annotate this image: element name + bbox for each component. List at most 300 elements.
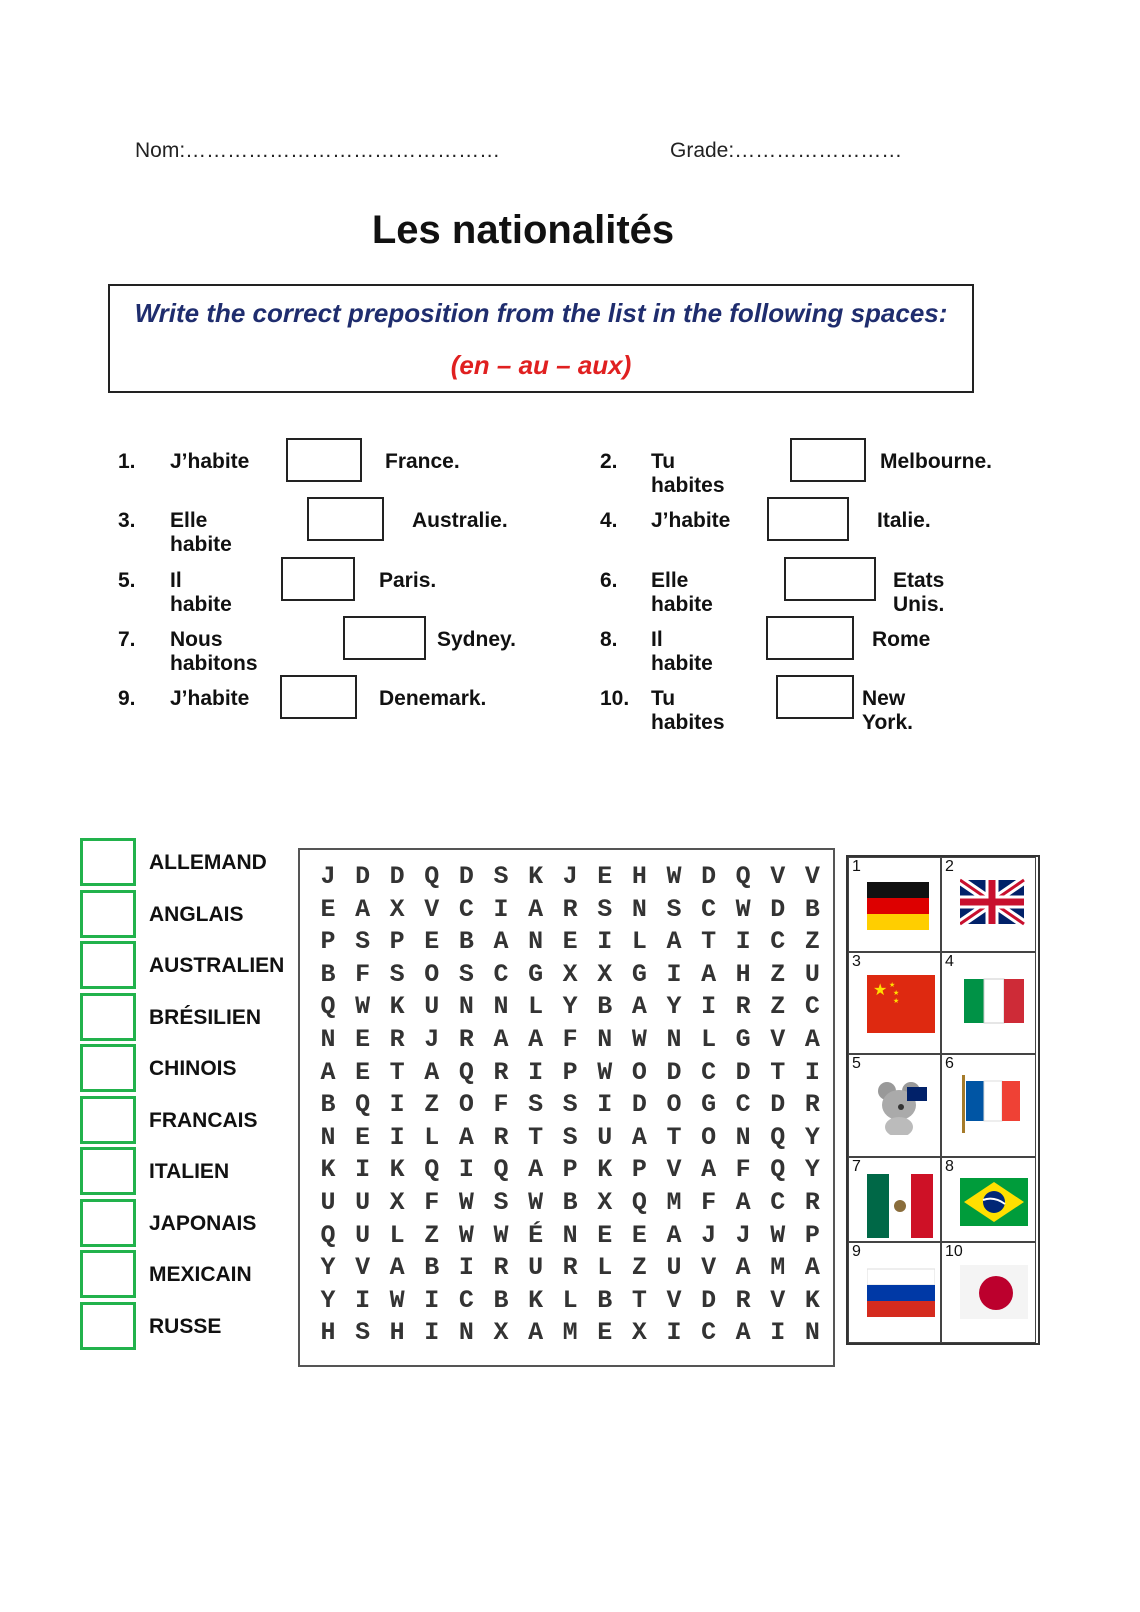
grid-letter[interactable]: D xyxy=(770,1090,786,1120)
grid-letter[interactable]: V xyxy=(666,1155,682,1185)
grid-letter[interactable]: R xyxy=(562,1253,578,1283)
grid-letter[interactable]: E xyxy=(597,862,613,891)
flag-number: 8 xyxy=(945,1158,954,1175)
grid-letter[interactable]: V xyxy=(770,862,786,891)
word-list-item: MEXICAIN xyxy=(149,1263,252,1286)
grid-letter[interactable]: T xyxy=(770,1057,786,1087)
grid-letter[interactable]: Q xyxy=(493,1155,509,1185)
grid-letter[interactable]: C xyxy=(770,1188,786,1217)
grid-letter[interactable]: F xyxy=(701,1188,717,1217)
word-checkbox[interactable] xyxy=(80,1250,136,1298)
grid-letter[interactable]: F xyxy=(562,1025,578,1054)
exercise-subject: Elle habite xyxy=(170,509,232,556)
grid-letter[interactable]: H xyxy=(631,862,647,891)
answer-box[interactable] xyxy=(307,497,384,541)
grid-letter[interactable]: D xyxy=(666,1057,682,1087)
grid-letter[interactable]: I xyxy=(666,959,682,989)
grid-letter[interactable]: A xyxy=(735,1188,751,1217)
grid-letter[interactable]: W xyxy=(528,1188,544,1217)
grid-letter[interactable]: F xyxy=(424,1188,440,1217)
china-flag-icon xyxy=(867,969,935,1033)
grid-letter[interactable]: U xyxy=(804,959,820,989)
grid-letter[interactable]: B xyxy=(597,1285,613,1315)
grid-letter[interactable]: D xyxy=(735,1057,751,1087)
grid-letter[interactable]: J xyxy=(562,862,578,891)
grid-letter[interactable]: R xyxy=(562,894,578,924)
grid-letter[interactable]: E xyxy=(355,1057,371,1087)
grid-letter[interactable]: K xyxy=(528,1285,544,1315)
grid-letter[interactable]: I xyxy=(389,1090,405,1120)
grid-letter[interactable]: J xyxy=(320,862,336,891)
grid-letter[interactable]: K xyxy=(804,1285,820,1315)
exercise-place: Etats Unis. xyxy=(893,569,945,616)
grid-letter[interactable]: R xyxy=(804,1188,820,1217)
grid-letter[interactable]: U xyxy=(528,1253,544,1283)
exercise-number: 7. xyxy=(118,628,136,651)
grid-letter[interactable]: S xyxy=(355,1318,371,1348)
svg-text:★: ★ xyxy=(889,982,896,989)
grid-letter[interactable]: S xyxy=(597,894,613,924)
exercise-number: 4. xyxy=(600,509,618,532)
exercise-subject: Elle habite xyxy=(651,569,713,616)
grid-letter[interactable]: U xyxy=(597,1122,613,1152)
flag-cell xyxy=(941,952,1036,1054)
grid-letter[interactable]: G xyxy=(631,959,647,989)
grid-letter[interactable]: W xyxy=(631,1025,647,1054)
grid-letter[interactable]: L xyxy=(528,992,544,1022)
grid-letter[interactable]: A xyxy=(701,1155,717,1185)
grid-letter[interactable]: A xyxy=(389,1253,405,1283)
grid-letter[interactable]: E xyxy=(597,1220,613,1250)
grid-letter[interactable]: I xyxy=(493,894,509,924)
word-checkbox[interactable] xyxy=(80,1147,136,1195)
grid-letter[interactable]: H xyxy=(320,1318,336,1348)
grid-letter[interactable]: I xyxy=(597,927,613,957)
grid-letter[interactable]: Z xyxy=(770,992,786,1022)
grid-letter[interactable]: V xyxy=(424,894,440,924)
grid-letter[interactable]: Q xyxy=(424,1155,440,1185)
grid-letter[interactable]: Y xyxy=(804,1155,820,1185)
svg-text:★: ★ xyxy=(893,998,900,1005)
grid-letter[interactable]: W xyxy=(666,862,682,891)
grid-letter[interactable]: A xyxy=(355,894,371,924)
grid-letter[interactable]: J xyxy=(424,1025,440,1054)
exercise-subject: Tu habites xyxy=(651,450,725,497)
grid-letter[interactable]: A xyxy=(631,1122,647,1152)
grid-letter[interactable]: I xyxy=(355,1285,371,1315)
grid-letter[interactable]: E xyxy=(562,927,578,957)
exercise-place: Denemark. xyxy=(379,687,487,710)
grid-letter[interactable]: Z xyxy=(804,927,820,957)
grid-letter[interactable]: Q xyxy=(355,1090,371,1120)
word-list-item: ALLEMAND xyxy=(149,851,267,874)
word-checkbox[interactable] xyxy=(80,1096,136,1144)
grid-letter[interactable]: T xyxy=(528,1122,544,1152)
grid-letter[interactable]: A xyxy=(528,894,544,924)
grid-letter[interactable]: W xyxy=(735,894,751,924)
grid-letter[interactable]: A xyxy=(528,1155,544,1185)
grid-letter[interactable]: N xyxy=(458,1318,474,1348)
exercise-subject: J’habite xyxy=(170,687,250,710)
grid-letter[interactable]: E xyxy=(424,927,440,957)
exercise-number: 1. xyxy=(118,450,136,473)
grid-letter[interactable]: A xyxy=(528,1025,544,1054)
grid-letter[interactable]: I xyxy=(701,992,717,1022)
grid-letter[interactable]: J xyxy=(735,1220,751,1250)
grid-letter[interactable]: E xyxy=(355,1122,371,1152)
grid-letter[interactable]: A xyxy=(666,1220,682,1250)
germany-flag-icon xyxy=(867,874,935,938)
answer-box[interactable] xyxy=(776,675,854,719)
word-checkbox[interactable] xyxy=(80,1199,136,1247)
grid-letter[interactable]: B xyxy=(458,927,474,957)
word-checkbox[interactable] xyxy=(80,1302,136,1350)
grid-letter[interactable]: M xyxy=(770,1253,786,1283)
grid-letter[interactable]: A xyxy=(804,1253,820,1283)
word-list-item: CHINOIS xyxy=(149,1057,237,1080)
instructions-box xyxy=(108,284,974,393)
grid-letter[interactable]: I xyxy=(666,1318,682,1348)
grid-letter[interactable]: S xyxy=(355,927,371,957)
grid-letter[interactable]: L xyxy=(597,1253,613,1283)
grid-letter[interactable]: U xyxy=(355,1188,371,1217)
grid-letter[interactable]: Y xyxy=(320,1285,336,1315)
grid-letter[interactable]: S xyxy=(458,959,474,989)
grid-letter[interactable]: C xyxy=(770,927,786,957)
grid-letter[interactable]: V xyxy=(770,1285,786,1315)
grid-letter[interactable]: A xyxy=(424,1057,440,1087)
grid-letter[interactable]: I xyxy=(389,1122,405,1152)
grid-letter[interactable]: D xyxy=(355,862,371,891)
answer-box[interactable] xyxy=(281,557,355,601)
grid-letter[interactable]: B xyxy=(493,1285,509,1315)
grid-letter[interactable]: I xyxy=(355,1155,371,1185)
grid-letter[interactable]: A xyxy=(631,992,647,1022)
grid-letter[interactable]: S xyxy=(528,1090,544,1120)
grid-letter[interactable]: W xyxy=(597,1057,613,1087)
grid-letter[interactable]: W xyxy=(355,992,371,1022)
grade-field[interactable]: Grade:…………………… xyxy=(670,139,903,162)
svg-text:★: ★ xyxy=(893,990,900,997)
word-list-item: JAPONAIS xyxy=(149,1211,257,1235)
grid-letter[interactable]: Z xyxy=(424,1220,440,1250)
grid-letter[interactable]: L xyxy=(701,1025,717,1054)
flag-cell xyxy=(941,1157,1036,1242)
grid-letter[interactable]: A xyxy=(666,927,682,957)
grid-letter[interactable]: A xyxy=(493,927,509,957)
grid-letter[interactable]: I xyxy=(528,1057,544,1087)
grid-letter[interactable]: B xyxy=(804,894,820,924)
grid-letter[interactable]: Q xyxy=(424,862,440,891)
united-kingdom-flag-icon xyxy=(960,874,1028,938)
grid-letter[interactable]: Z xyxy=(770,959,786,989)
answer-box[interactable] xyxy=(790,438,866,482)
word-list-item: BRÉSILIEN xyxy=(149,1005,262,1029)
word-list-item: ITALIEN xyxy=(149,1160,230,1183)
grid-letter[interactable]: A xyxy=(735,1318,751,1348)
name-field[interactable]: Nom:……………………………………… xyxy=(135,139,501,162)
flag-cell xyxy=(941,857,1036,952)
grid-letter[interactable]: N xyxy=(493,992,509,1022)
grid-letter[interactable]: G xyxy=(528,959,544,989)
grid-letter[interactable]: L xyxy=(562,1285,578,1315)
grid-letter[interactable]: X xyxy=(597,1188,613,1217)
grid-letter[interactable]: E xyxy=(597,1318,613,1348)
grid-letter[interactable]: F xyxy=(735,1155,751,1185)
grid-letter[interactable]: X xyxy=(597,959,613,989)
grid-letter[interactable]: V xyxy=(701,1253,717,1283)
grid-letter[interactable]: C xyxy=(701,894,717,924)
grid-letter[interactable]: B xyxy=(562,1188,578,1217)
grid-letter[interactable]: C xyxy=(804,992,820,1022)
grid-letter[interactable]: W xyxy=(770,1220,786,1250)
grid-letter[interactable]: C xyxy=(701,1318,717,1348)
grid-letter[interactable]: T xyxy=(701,927,717,957)
flag-cell xyxy=(848,1157,941,1242)
mexico-flag-icon xyxy=(867,1174,935,1238)
exercise-subject: Il habite xyxy=(170,569,232,616)
grid-letter[interactable]: M xyxy=(562,1318,578,1348)
answer-box[interactable] xyxy=(767,497,849,541)
instructions-text: Write the correct preposition from the list in the following spaces: xyxy=(134,298,948,328)
answer-box[interactable] xyxy=(343,616,426,660)
exercise-place: Melbourne. xyxy=(880,450,993,473)
grid-letter[interactable]: U xyxy=(320,1188,336,1217)
grid-letter[interactable]: T xyxy=(666,1122,682,1152)
grid-letter[interactable]: O xyxy=(631,1057,647,1087)
word-checkbox[interactable] xyxy=(80,941,136,989)
grid-letter[interactable]: I xyxy=(597,1090,613,1120)
grid-letter[interactable]: K xyxy=(389,1155,405,1185)
grid-letter[interactable]: S xyxy=(389,959,405,989)
grid-letter[interactable]: D xyxy=(770,894,786,924)
grid-letter[interactable]: S xyxy=(493,862,509,891)
grid-letter[interactable]: I xyxy=(735,927,751,957)
grid-letter[interactable]: P xyxy=(631,1155,647,1185)
word-checkbox[interactable] xyxy=(80,838,136,886)
word-checkbox[interactable] xyxy=(80,993,136,1041)
grid-letter[interactable]: W xyxy=(493,1220,509,1250)
grid-letter[interactable]: N xyxy=(631,894,647,924)
grid-letter[interactable]: Z xyxy=(424,1090,440,1120)
grid-letter[interactable]: P xyxy=(562,1155,578,1185)
exercise-place: France. xyxy=(385,450,460,473)
word-list-item: FRANCAIS xyxy=(149,1108,258,1132)
grid-letter[interactable]: U xyxy=(666,1253,682,1283)
grid-letter[interactable]: R xyxy=(493,1253,509,1283)
grid-letter[interactable]: Q xyxy=(735,862,751,891)
grid-letter[interactable]: Q xyxy=(631,1188,647,1217)
grid-letter[interactable]: A xyxy=(804,1025,820,1054)
italy-flag-icon xyxy=(960,969,1028,1033)
grid-letter[interactable]: N xyxy=(666,1025,682,1054)
grid-letter[interactable]: N xyxy=(320,1025,336,1054)
exercise-number: 8. xyxy=(600,628,618,651)
grid-letter[interactable]: V xyxy=(804,862,820,891)
grid-letter[interactable]: R xyxy=(804,1090,820,1120)
grid-letter[interactable]: D xyxy=(458,862,474,891)
exercise-subject: Nous habitons xyxy=(170,628,258,675)
answer-box[interactable] xyxy=(766,616,854,660)
answer-box[interactable] xyxy=(286,438,362,482)
grid-letter[interactable]: C xyxy=(701,1057,717,1087)
grid-letter[interactable]: Y xyxy=(320,1253,336,1283)
grid-letter[interactable]: A xyxy=(528,1318,544,1348)
grid-letter[interactable]: A xyxy=(735,1253,751,1283)
grid-letter[interactable]: R xyxy=(735,1285,751,1315)
exercise-number: 6. xyxy=(600,569,618,592)
grid-letter[interactable]: I xyxy=(770,1318,786,1348)
grid-letter[interactable]: M xyxy=(666,1188,682,1217)
answer-box[interactable] xyxy=(784,557,876,601)
grid-letter[interactable]: A xyxy=(701,959,717,989)
grid-letter[interactable]: W xyxy=(458,1188,474,1217)
grid-letter[interactable]: O xyxy=(701,1122,717,1152)
word-list-item: ANGLAIS xyxy=(149,902,244,926)
grid-letter[interactable]: K xyxy=(320,1155,336,1185)
grid-letter[interactable]: X xyxy=(562,959,578,989)
grid-letter[interactable]: É xyxy=(528,1220,544,1250)
grid-letter[interactable]: C xyxy=(458,1285,474,1315)
russia-flag-icon xyxy=(867,1259,935,1323)
grid-letter[interactable]: N xyxy=(528,927,544,957)
grid-letter[interactable]: W xyxy=(389,1285,405,1315)
grid-letter[interactable]: N xyxy=(735,1122,751,1152)
grid-letter[interactable]: B xyxy=(424,1253,440,1283)
grid-letter[interactable]: D xyxy=(701,862,717,891)
flag-cell xyxy=(941,1242,1036,1343)
grid-letter[interactable]: B xyxy=(597,992,613,1022)
grid-letter[interactable]: R xyxy=(493,1122,509,1152)
grid-letter[interactable]: N xyxy=(562,1220,578,1250)
grid-letter[interactable]: T xyxy=(389,1057,405,1087)
word-checkbox[interactable] xyxy=(80,1044,136,1092)
grid-letter[interactable]: K xyxy=(597,1155,613,1185)
grid-letter[interactable]: B xyxy=(320,1090,336,1120)
grid-letter[interactable]: D xyxy=(389,862,405,891)
answer-box[interactable] xyxy=(280,675,357,719)
grid-letter[interactable]: P xyxy=(804,1220,820,1250)
grid-letter[interactable]: F xyxy=(355,959,371,989)
grid-letter[interactable]: N xyxy=(320,1122,336,1152)
grid-letter[interactable]: K xyxy=(528,862,544,891)
flag-number: 9 xyxy=(852,1243,861,1260)
australia-koala-flag-icon xyxy=(867,1071,935,1135)
grid-letter[interactable]: I xyxy=(424,1285,440,1315)
grid-letter[interactable]: I xyxy=(458,1253,474,1283)
word-list-item: RUSSE xyxy=(149,1314,222,1338)
exercise-number: 3. xyxy=(118,509,136,532)
grid-letter[interactable]: A xyxy=(493,1025,509,1054)
grid-letter[interactable]: R xyxy=(389,1025,405,1054)
grid-letter[interactable]: N xyxy=(597,1025,613,1054)
grid-letter[interactable]: N xyxy=(804,1318,820,1348)
grid-letter[interactable]: W xyxy=(458,1220,474,1250)
grid-letter[interactable]: G xyxy=(701,1090,717,1120)
grid-letter[interactable]: C xyxy=(493,959,509,989)
grid-letter[interactable]: F xyxy=(493,1090,509,1120)
grid-letter[interactable]: Y xyxy=(562,992,578,1022)
grid-letter[interactable]: H xyxy=(735,959,751,989)
grid-letter[interactable]: S xyxy=(493,1188,509,1217)
grid-letter[interactable]: P xyxy=(320,927,336,957)
grid-letter[interactable]: O xyxy=(458,1090,474,1120)
grid-letter[interactable]: H xyxy=(389,1318,405,1348)
grid-letter[interactable]: A xyxy=(320,1057,336,1087)
grid-letter[interactable]: L xyxy=(424,1122,440,1152)
grid-letter[interactable]: P xyxy=(389,927,405,957)
grid-letter[interactable]: U xyxy=(424,992,440,1022)
flag-number: 2 xyxy=(945,858,954,875)
grid-letter[interactable]: S xyxy=(666,894,682,924)
grid-letter[interactable]: Z xyxy=(631,1253,647,1283)
grid-letter[interactable]: Q xyxy=(320,992,336,1022)
grid-letter[interactable]: L xyxy=(389,1220,405,1250)
grid-letter[interactable]: N xyxy=(458,992,474,1022)
grid-letter[interactable]: X xyxy=(389,1188,405,1217)
preposition-options: (en – au – aux) xyxy=(450,350,632,380)
grid-letter[interactable]: C xyxy=(458,894,474,924)
flag-cell xyxy=(848,952,941,1054)
grid-letter[interactable]: U xyxy=(355,1220,371,1250)
grid-letter[interactable]: X xyxy=(493,1318,509,1348)
grid-letter[interactable]: Q xyxy=(320,1220,336,1250)
grid-letter[interactable]: S xyxy=(562,1122,578,1152)
grid-letter[interactable]: V xyxy=(666,1285,682,1315)
grid-letter[interactable]: C xyxy=(735,1090,751,1120)
grid-letter[interactable]: O xyxy=(424,959,440,989)
grid-letter[interactable]: Y xyxy=(666,992,682,1022)
grid-letter[interactable]: Q xyxy=(770,1122,786,1152)
grid-letter[interactable]: S xyxy=(562,1090,578,1120)
word-checkbox[interactable] xyxy=(80,890,136,938)
grid-letter[interactable]: R xyxy=(493,1057,509,1087)
exercise-subject: J’habite xyxy=(651,509,731,532)
grid-letter[interactable]: I xyxy=(804,1057,820,1087)
grid-letter[interactable]: V xyxy=(355,1253,371,1283)
grid-letter[interactable]: X xyxy=(389,894,405,924)
grid-letter[interactable]: Q xyxy=(458,1057,474,1087)
grid-letter[interactable]: R xyxy=(735,992,751,1022)
grid-letter[interactable]: E xyxy=(320,894,336,924)
flag-cell xyxy=(848,1242,941,1343)
grid-letter[interactable]: B xyxy=(320,959,336,989)
grid-letter[interactable]: E xyxy=(355,1025,371,1054)
france-flag-icon xyxy=(960,1071,1028,1135)
grid-letter[interactable]: J xyxy=(701,1220,717,1250)
grid-letter[interactable]: A xyxy=(458,1122,474,1152)
japan-flag-icon xyxy=(960,1259,1028,1323)
grid-letter[interactable]: G xyxy=(735,1025,751,1054)
grid-letter[interactable]: O xyxy=(666,1090,682,1120)
grid-letter[interactable]: T xyxy=(631,1285,647,1315)
grid-letter[interactable]: I xyxy=(424,1318,440,1348)
grid-letter[interactable]: K xyxy=(389,992,405,1022)
grid-letter[interactable]: L xyxy=(631,927,647,957)
exercise-number: 9. xyxy=(118,687,136,710)
grid-letter[interactable]: D xyxy=(701,1285,717,1315)
grid-letter[interactable]: E xyxy=(631,1220,647,1250)
grid-letter[interactable]: X xyxy=(631,1318,647,1348)
grid-letter[interactable]: V xyxy=(770,1025,786,1054)
flag-number: 5 xyxy=(852,1055,861,1072)
grid-letter[interactable]: D xyxy=(631,1090,647,1120)
grid-letter[interactable]: R xyxy=(458,1025,474,1054)
grid-letter[interactable]: Y xyxy=(804,1122,820,1152)
grid-letter[interactable]: P xyxy=(562,1057,578,1087)
grid-letter[interactable]: I xyxy=(458,1155,474,1185)
grid-letter[interactable]: Q xyxy=(770,1155,786,1185)
